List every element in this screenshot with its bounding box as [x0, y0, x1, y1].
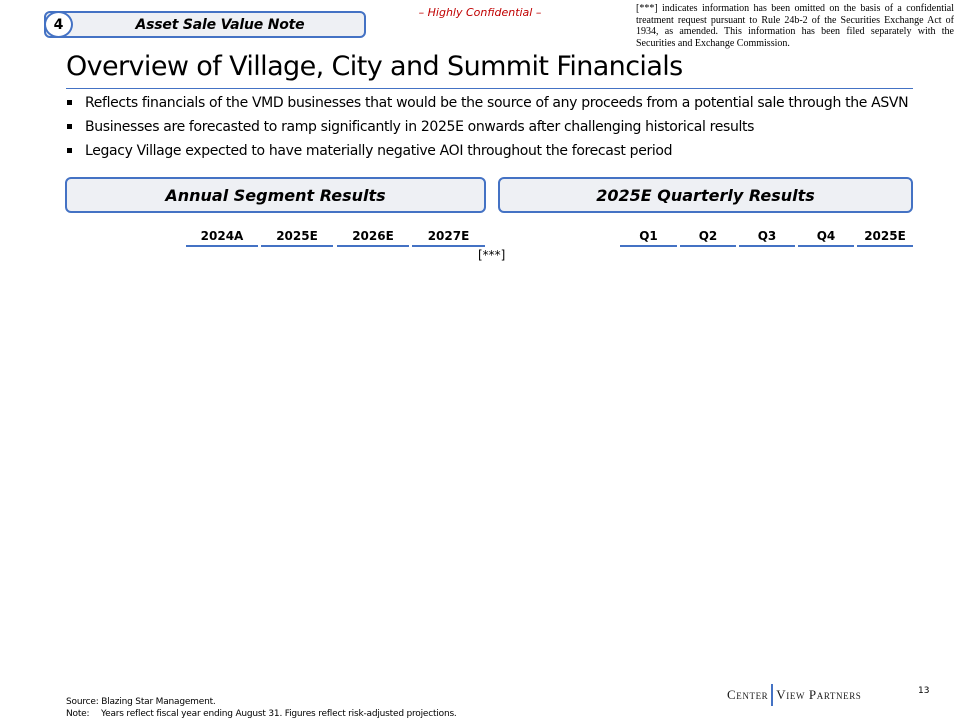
note-label: Note:	[66, 709, 90, 719]
page-number: 13	[918, 686, 930, 696]
bullet-item: Legacy Village expected to have materially negative AOI throughout the forecast period	[66, 143, 908, 167]
section-tag	[44, 11, 366, 38]
page-title: Overview of Village, City and Summit Financials	[66, 51, 683, 82]
brand-logo	[727, 684, 861, 706]
brand-divider	[771, 684, 773, 706]
note-line	[66, 708, 457, 720]
note-text: Years reflect fiscal year ending August 31. Figures reflect risk-adjusted projections.	[101, 709, 457, 719]
brand-right: View Partners	[776, 687, 862, 702]
source-label: Source:	[66, 697, 99, 707]
confidential-label: – Highly Confidential –	[418, 6, 542, 19]
quarterly-column-header: Q2	[680, 229, 736, 247]
bullet-item: Businesses are forecasted to ramp significantly in 2025E onwards after challenging historical results	[66, 119, 908, 143]
quarterly-column-header: Q4	[798, 229, 854, 247]
source-line	[66, 696, 457, 708]
title-rule	[66, 88, 913, 89]
quarterly-column-header: Q1	[620, 229, 677, 247]
quarterly-column-header: Q3	[739, 229, 795, 247]
annual-column-header: 2027E	[412, 229, 485, 247]
bullet-item: Reflects financials of the VMD businesses that would be the source of any proceeds from a potential sale through the ASVN	[66, 95, 908, 119]
annual-column-header: 2024A	[186, 229, 258, 247]
annual-panel-header: Annual Segment Results	[65, 177, 486, 213]
omission-note: [***] indicates information has been omitted on the basis of a confidential treatment request pursuant to Rule 24b-2 of the Securities Exchange Act of 1934, as amended. This information has been filed separately with the Securities and Exchange Commission.	[636, 3, 954, 49]
bullet-list	[66, 95, 908, 167]
annual-column-header: 2026E	[337, 229, 409, 247]
section-number: 4	[44, 11, 73, 38]
quarterly-column-header: 2025E	[857, 229, 913, 247]
brand-left: Center	[727, 687, 769, 702]
source-text: Blazing Star Management.	[101, 697, 216, 707]
section-title: Asset Sale Value Note	[135, 16, 305, 33]
annual-column-header: 2025E	[261, 229, 333, 247]
footer-notes	[66, 696, 457, 720]
quarterly-panel-header: 2025E Quarterly Results	[498, 177, 913, 213]
redaction-marker: [***]	[478, 248, 506, 262]
